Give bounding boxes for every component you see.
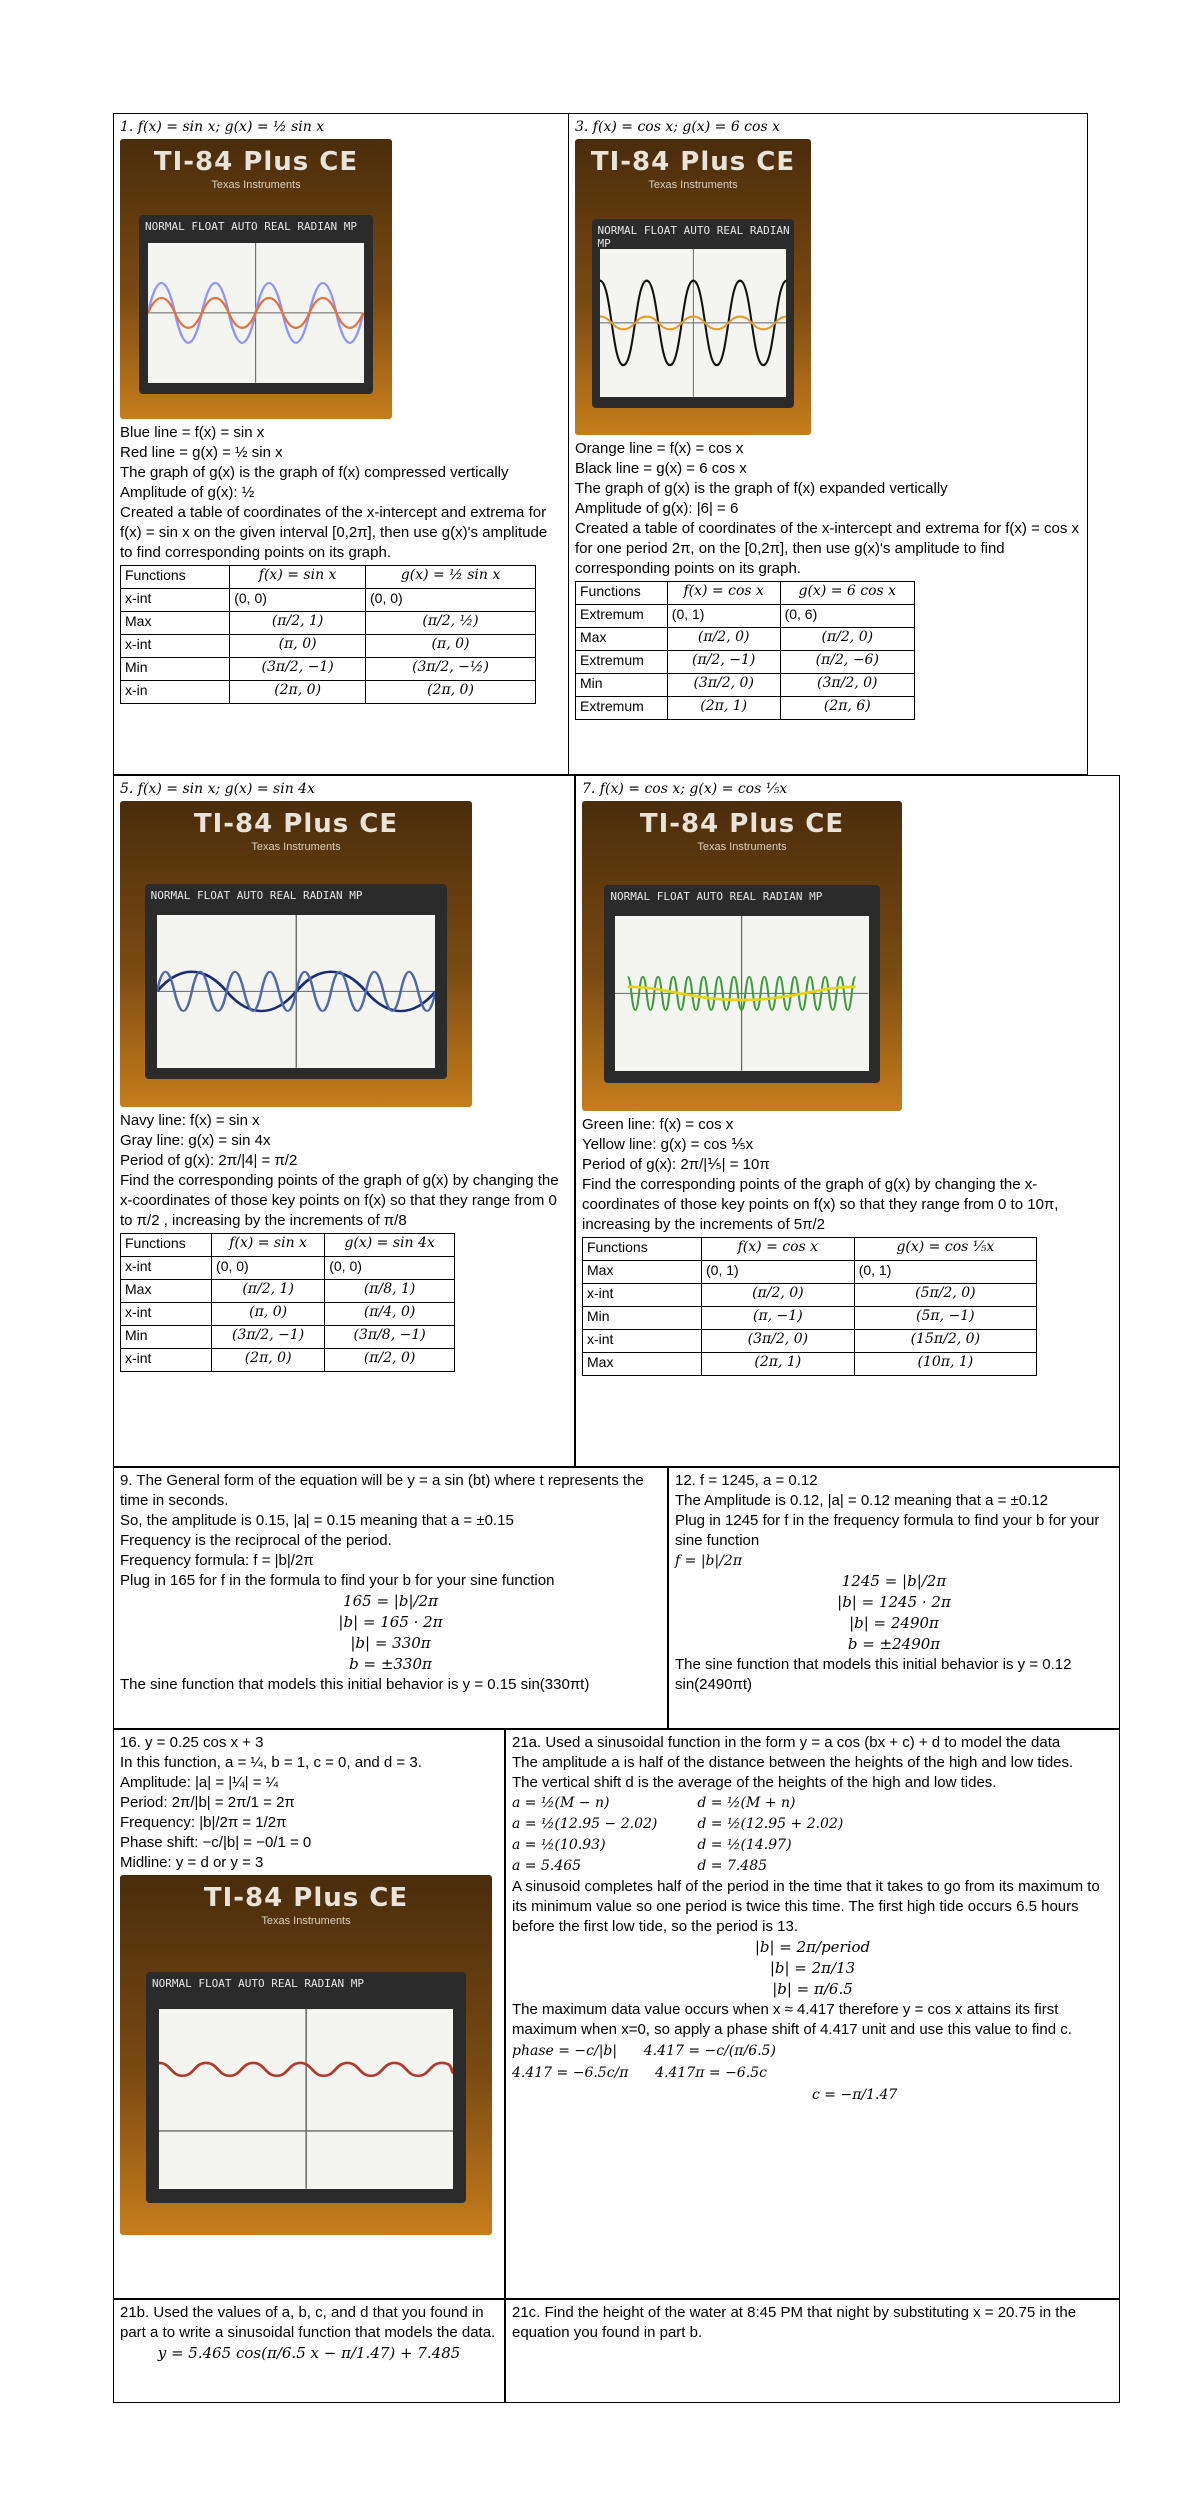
calculator-screen [145, 884, 448, 1080]
key-points-table-5 [120, 1233, 455, 1372]
problem-3-cell [568, 113, 1088, 775]
table-header: g(x) = cos ⅕x [854, 1238, 1036, 1261]
p16-line-6: Phase shift: −c/|b| = −0/1 = 0 [120, 1834, 312, 1851]
problem-9-cell [113, 1467, 668, 1729]
b-step-2: |b| = 2π/13 [769, 1959, 856, 1977]
p16-line-5: Frequency: |b|/2π = 1/2π [120, 1814, 287, 1831]
table-cell: (π/2, 0) [780, 628, 914, 651]
table-cell: (0, 1) [667, 605, 780, 628]
p21a-line-1: 21a. Used a sinusoidal function in the form y = a cos (bx + c) + d to model the data [512, 1734, 1061, 1751]
p21a-line-3: The vertical shift d is the average of the heights of the high and low tides. [512, 1774, 997, 1791]
key-points-table-3 [575, 581, 915, 720]
p5-line-3: Period of g(x): 2π/|4| = π/2 [120, 1152, 298, 1169]
d-step-1: d = ½(M + n) [697, 1795, 796, 1811]
table-header: f(x) = cos x [667, 582, 780, 605]
calculator-brand: TI-84 Plus CE [590, 147, 796, 177]
calculator-screen [139, 215, 373, 394]
p5-line-4: Find the corresponding points of the graph of g(x) by changing the x-coordinates of those key points on f(x) so that they range from 0 to π/2 , increasing by the increments of π/8 [120, 1172, 559, 1229]
table-cell: (10π, 1) [854, 1353, 1036, 1376]
table-cell: (15π/2, 0) [854, 1330, 1036, 1353]
table-header: g(x) = ½ sin x [366, 566, 536, 589]
graph-sin-half-sin [148, 243, 363, 383]
table-cell: x-int [583, 1284, 702, 1307]
p9-line-1: 9. The General form of the equation will be y = a sin (bt) where t represents the time in seconds. [120, 1472, 644, 1509]
p12-math-3: |b| = 2490π [849, 1614, 939, 1632]
phase-step-2: 4.417 = −6.5c/π 4.417π = −6.5c [512, 2065, 767, 2081]
p9-line-5: Plug in 165 for f in the formula to find your b for your sine function [120, 1572, 555, 1589]
p5-line-2: Gray line: g(x) = sin 4x [120, 1132, 271, 1149]
table-cell: (5π, −1) [854, 1307, 1036, 1330]
table-cell: (π/4, 0) [325, 1303, 455, 1326]
a-step-1: a = ½(M − n) [512, 1795, 610, 1811]
p1-line-2: Red line = g(x) = ½ sin x [120, 444, 283, 461]
p7-line-2: Yellow line: g(x) = cos ⅕x [582, 1136, 754, 1153]
calculator-maker: Texas Instruments [261, 1915, 351, 1927]
p1-line-5: Created a table of coordinates of the x-intercept and extrema for f(x) = sin x on the given interval [0,2π], then use g(x)'s amplitude to find corresponding points on its graph. [120, 504, 548, 561]
table-cell: (π/2, −6) [780, 651, 914, 674]
p7-line-4: Find the corresponding points of the graph of g(x) by changing the x-coordinates of those key points on f(x) so that they range from 0 to 10π, increasing by the increments of 5π/2 [582, 1176, 1059, 1233]
p9-line-4: Frequency formula: f = |b|/2π [120, 1552, 314, 1569]
table-cell: (2π, 1) [702, 1353, 855, 1376]
calculator-photo-3 [575, 139, 811, 435]
graph-sin-sin4x [157, 915, 436, 1068]
calculator-status-bar: NORMAL FLOAT AUTO REAL RADIAN MP [610, 889, 823, 903]
table-cell: (3π/2, −1) [230, 658, 366, 681]
table-cell: (0, 0) [366, 589, 536, 612]
p9-line-3: Frequency is the reciprocal of the period. [120, 1532, 392, 1549]
p16-line-3: Amplitude: |a| = |¼| = ¼ [120, 1774, 279, 1791]
table-cell: (π/2, 0) [702, 1284, 855, 1307]
p3-line-3: The graph of g(x) is the graph of f(x) expanded vertically [575, 480, 948, 497]
p3-line-2: Black line = g(x) = 6 cos x [575, 460, 747, 477]
table-cell: (2π, 0) [366, 681, 536, 704]
problem-21b-cell [113, 2299, 505, 2403]
table-cell: Min [583, 1307, 702, 1330]
table-cell: Min [121, 1326, 212, 1349]
calculator-maker: Texas Instruments [211, 179, 301, 191]
table-cell: (π, −1) [702, 1307, 855, 1330]
p16-line-7: Midline: y = d or y = 3 [120, 1854, 264, 1871]
table-cell: (0, 6) [780, 605, 914, 628]
p12-line-4: f = |b|/2π [675, 1553, 743, 1569]
problem-1-cell [113, 113, 569, 775]
p12-line-2: The Amplitude is 0.12, |a| = 0.12 meaning that a = ±0.12 [675, 1492, 1048, 1509]
table-header: f(x) = cos x [702, 1238, 855, 1261]
table-header: Functions [121, 1234, 212, 1257]
p5-line-1: Navy line: f(x) = sin x [120, 1112, 260, 1129]
p7-line-1: Green line: f(x) = cos x [582, 1116, 734, 1133]
table-header: Functions [576, 582, 668, 605]
calculator-photo-16 [120, 1875, 492, 2235]
calculator-photo-7 [582, 801, 902, 1111]
calculator-status-bar: NORMAL FLOAT AUTO REAL RADIAN MP [145, 219, 357, 233]
table-cell: (0, 0) [325, 1257, 455, 1280]
table-cell: Min [576, 674, 668, 697]
graph-025cos-plus-3 [159, 2009, 453, 2189]
calculator-photo-5 [120, 801, 472, 1107]
p21a-line-2: The amplitude a is half of the distance between the heights of the high and low tides. [512, 1754, 1074, 1771]
b-step-1: |b| = 2π/period [754, 1938, 871, 1956]
table-header: f(x) = sin x [212, 1234, 325, 1257]
p1-line-3: The graph of g(x) is the graph of f(x) compressed vertically [120, 464, 509, 481]
graph-cos-6cos [600, 249, 787, 397]
table-cell: (2π, 1) [667, 697, 780, 720]
problem-3-title: 3. f(x) = cos x; g(x) = 6 cos x [575, 119, 780, 135]
p3-line-5: Created a table of coordinates of the x-intercept and extrema for f(x) = cos x for one period 2π, on the [0,2π], then use g(x)'s amplitude to find corresponding points on its graph. [575, 520, 1080, 577]
calculator-screen [146, 1972, 466, 2202]
p12-line-3: Plug in 1245 for f in the frequency formula to find your b for your sine function [675, 1512, 1100, 1549]
calculator-maker: Texas Instruments [648, 179, 738, 191]
d-step-2: d = ½(12.95 + 2.02) [697, 1816, 844, 1832]
table-cell: x-int [121, 635, 230, 658]
p21b-equation: y = 5.465 cos(π/6.5 x − π/1.47) + 7.485 [157, 2344, 461, 2362]
calculator-maker: Texas Instruments [251, 841, 341, 853]
table-cell: x-int [121, 1303, 212, 1326]
table-header: Functions [121, 566, 230, 589]
calculator-photo-1 [120, 139, 392, 419]
table-cell: Extremum [576, 605, 668, 628]
problem-5-title: 5. f(x) = sin x; g(x) = sin 4x [120, 781, 315, 797]
p12-math-1: 1245 = |b|/2π [841, 1572, 947, 1590]
table-cell: Max [583, 1261, 702, 1284]
table-cell: Extremum [576, 651, 668, 674]
table-cell: Max [583, 1353, 702, 1376]
table-cell: (π/2, 1) [212, 1280, 325, 1303]
table-cell: (π/2, 1) [230, 612, 366, 635]
p3-line-1: Orange line = f(x) = cos x [575, 440, 744, 457]
table-header: Functions [583, 1238, 702, 1261]
table-cell: x-int [121, 1257, 212, 1280]
a-step-4: a = 5.465 [512, 1858, 582, 1874]
phase-step-3: c = −π/1.47 [812, 2087, 898, 2103]
table-cell: (0, 0) [230, 589, 366, 612]
problem-12-cell [668, 1467, 1120, 1729]
p7-line-3: Period of g(x): 2π/|⅕| = 10π [582, 1156, 770, 1173]
p21b-text: 21b. Used the values of a, b, c, and d that you found in part a to write a sinusoidal function that models the data. [120, 2304, 496, 2341]
calculator-brand: TI-84 Plus CE [639, 809, 845, 839]
table-cell: (0, 1) [702, 1261, 855, 1284]
table-cell: (0, 1) [854, 1261, 1036, 1284]
d-step-3: d = ½(14.97) [697, 1837, 792, 1853]
table-cell: (0, 0) [212, 1257, 325, 1280]
problem-7-cell [575, 775, 1120, 1467]
p12-math-4: b = ±2490π [847, 1635, 941, 1653]
p21c-text: 21c. Find the height of the water at 8:45 PM that night by substituting x = 20.75 in the equation you found in part b. [512, 2304, 1077, 2341]
problem-7-title: 7. f(x) = cos x; g(x) = cos ⅕x [582, 781, 788, 797]
table-cell: (5π/2, 0) [854, 1284, 1036, 1307]
table-header: g(x) = 6 cos x [780, 582, 914, 605]
table-cell: (3π/2, 0) [702, 1330, 855, 1353]
b-step-3: |b| = π/6.5 [772, 1980, 853, 1998]
table-cell: (π/2, ½) [366, 612, 536, 635]
p16-line-2: In this function, a = ¼, b = 1, c = 0, and d = 3. [120, 1754, 422, 1771]
calculator-status-bar: NORMAL FLOAT AUTO REAL RADIAN MP [152, 1977, 364, 1991]
p12-math-2: |b| = 1245 · 2π [837, 1593, 951, 1611]
table-cell: x-in [121, 681, 230, 704]
p16-line-1: 16. y = 0.25 cos x + 3 [120, 1734, 264, 1751]
table-cell: Max [121, 612, 230, 635]
table-header: g(x) = sin 4x [325, 1234, 455, 1257]
phase-step-1: phase = −c/|b| 4.417 = −c/(π/6.5) [512, 2043, 776, 2059]
problem-21a-cell [505, 1729, 1120, 2299]
table-cell: Max [576, 628, 668, 651]
table-cell: (π, 0) [230, 635, 366, 658]
p9-line-2: So, the amplitude is 0.15, |a| = 0.15 meaning that a = ±0.15 [120, 1512, 514, 1529]
table-cell: (π, 0) [212, 1303, 325, 1326]
table-cell: (3π/2, −1) [212, 1326, 325, 1349]
key-points-table-1 [120, 565, 536, 704]
table-cell: (3π/2, −½) [366, 658, 536, 681]
table-cell: (π/2, −1) [667, 651, 780, 674]
p9-math-1: 165 = |b|/2π [343, 1592, 438, 1610]
a-step-3: a = ½(10.93) [512, 1837, 606, 1853]
calculator-screen [592, 219, 795, 408]
problem-16-cell [113, 1729, 505, 2299]
key-points-table-7 [582, 1237, 1037, 1376]
table-cell: (π/8, 1) [325, 1280, 455, 1303]
table-cell: (π, 0) [366, 635, 536, 658]
table-cell: x-int [583, 1330, 702, 1353]
problem-5-cell [113, 775, 575, 1467]
table-cell: Min [121, 658, 230, 681]
calculator-screen [604, 885, 879, 1083]
calculator-status-bar: NORMAL FLOAT AUTO REAL RADIAN MP [597, 223, 790, 250]
p9-conclusion: The sine function that models this initial behavior is y = 0.15 sin(330πt) [120, 1676, 590, 1693]
table-cell: (π/2, 0) [325, 1349, 455, 1372]
table-cell: (2π, 6) [780, 697, 914, 720]
p3-line-4: Amplitude of g(x): |6| = 6 [575, 500, 739, 517]
p9-math-3: |b| = 330π [350, 1634, 431, 1652]
calculator-status-bar: NORMAL FLOAT AUTO REAL RADIAN MP [150, 888, 363, 902]
table-cell: Extremum [576, 697, 668, 720]
calculator-brand: TI-84 Plus CE [203, 1883, 409, 1913]
problem-21c-cell [505, 2299, 1120, 2403]
a-step-2: a = ½(12.95 − 2.02) [512, 1816, 658, 1832]
p21a-phase-text: The maximum data value occurs when x ≈ 4.417 therefore y = cos x attains its first maximum when x=0, so apply a phase shift of 4.417 unit and use this value to find c. [512, 2001, 1072, 2038]
table-cell: (3π/8, −1) [325, 1326, 455, 1349]
table-cell: (3π/2, 0) [780, 674, 914, 697]
table-cell: (π/2, 0) [667, 628, 780, 651]
graph-cos-cosfifth [615, 916, 868, 1071]
p12-line-1: 12. f = 1245, a = 0.12 [675, 1472, 818, 1489]
p9-math-4: b = ±330π [349, 1655, 432, 1673]
table-cell: Max [121, 1280, 212, 1303]
table-cell: (3π/2, 0) [667, 674, 780, 697]
table-cell: (2π, 0) [230, 681, 366, 704]
calculator-maker: Texas Instruments [697, 841, 787, 853]
d-step-4: d = 7.485 [697, 1858, 768, 1874]
p1-line-1: Blue line = f(x) = sin x [120, 424, 265, 441]
calculator-brand: TI-84 Plus CE [153, 147, 359, 177]
table-cell: x-int [121, 589, 230, 612]
p12-conclusion: The sine function that models this initial behavior is y = 0.12 sin(2490πt) [675, 1656, 1072, 1693]
table-header: f(x) = sin x [230, 566, 366, 589]
calculator-brand: TI-84 Plus CE [193, 809, 399, 839]
table-cell: (2π, 0) [212, 1349, 325, 1372]
p9-math-2: |b| = 165 · 2π [338, 1613, 443, 1631]
p21a-period-text: A sinusoid completes half of the period in the time that it takes to go from its maximum to its minimum value so one period is twice this time. The first high tide occurs 6.5 hours before the first low tide, so the period is 13. [512, 1878, 1100, 1935]
p1-line-4: Amplitude of g(x): ½ [120, 484, 255, 501]
table-cell: x-int [121, 1349, 212, 1372]
p16-line-4: Period: 2π/|b| = 2π/1 = 2π [120, 1794, 295, 1811]
problem-1-title: 1. f(x) = sin x; g(x) = ½ sin x [120, 119, 325, 135]
